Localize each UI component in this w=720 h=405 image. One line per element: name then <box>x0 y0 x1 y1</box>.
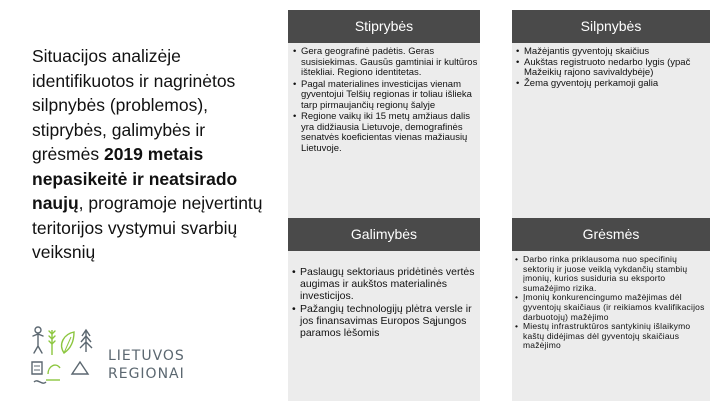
threats-header: Grėsmės <box>512 218 710 251</box>
lietuvos-regionai-logo <box>30 322 230 388</box>
list-item: • Darbo rinka priklausoma nuo specifinių sektorių ir juose veiklą vykdančių stambių įmonių, kurios susiduria su eksporto sumažėjimo rizika. <box>515 255 709 293</box>
list-item: • Aukštas registruoto nedarbo lygis (ypač Mažeikių rajono savivaldybėje) <box>516 58 708 79</box>
logo-line-2: REGIONAI <box>108 366 185 382</box>
strengths-header: Stiprybės <box>288 10 480 43</box>
list-item: • Gera geografinė padėtis. Geras susisiekimas. Gausūs gamtiniai ir kultūros ištekliai. Regiono identitetas. <box>293 47 479 79</box>
list-item: • Paslaugų sektoriaus pridėtinės vertės augimas ir aukštos materialinės investicijos. <box>292 266 476 302</box>
list-item: • Žema gyventojų perkamoji galia <box>516 79 708 90</box>
list-item: • Pažangių technologijų plėtra versle ir jos finansavimas Europos Sąjungos paramos lėšomis <box>292 303 476 339</box>
logo-emblem-icon <box>30 322 106 388</box>
list-item: • Miestų infrastruktūros santykinių išlaikymo kaštų didėjimas dėl gyventojų skaičiaus mažėjimo <box>515 322 709 351</box>
intro-part1: Situacijos analizėje identifikuotos ir nagrinėtos silpnybės (problemos), stiprybės, galimybės ir grėsmės <box>32 46 236 164</box>
list-item: • Mažėjantis gyventojų skaičius <box>516 47 708 58</box>
threats-list <box>515 255 709 351</box>
intro-part2: , programoje neįvertintų teritorijos vystymui svarbių veiksnių <box>32 193 263 262</box>
logo-line-1: LIETUVOS <box>108 348 185 364</box>
list-item: • Įmonių konkurencingumo mažėjimas dėl gyventojų skaičiaus (ir reikiamos kvalifikacijos darbuotojų) mažėjimo <box>515 293 709 322</box>
weaknesses-header: Silpnybės <box>512 10 710 43</box>
weaknesses-list <box>516 47 708 89</box>
opportunities-header: Galimybės <box>288 218 480 251</box>
list-item: • Pagal materialines investicijas vienam gyventojui Telšių regionas ir toliau išlieka tarp pirmaujančių regionų šalyje <box>293 80 479 112</box>
intro-text <box>32 44 272 265</box>
opportunities-list <box>292 266 476 340</box>
list-item: • Regione vaikų iki 15 metų amžiaus dalis yra didžiausia Lietuvoje, demografinės senatvės koeficientas vienas mažiausių Lietuvoje. <box>293 112 479 154</box>
strengths-list <box>293 47 479 155</box>
intro-bold: 2019 metais nepasikeitė ir neatsirado naujų <box>32 144 238 213</box>
